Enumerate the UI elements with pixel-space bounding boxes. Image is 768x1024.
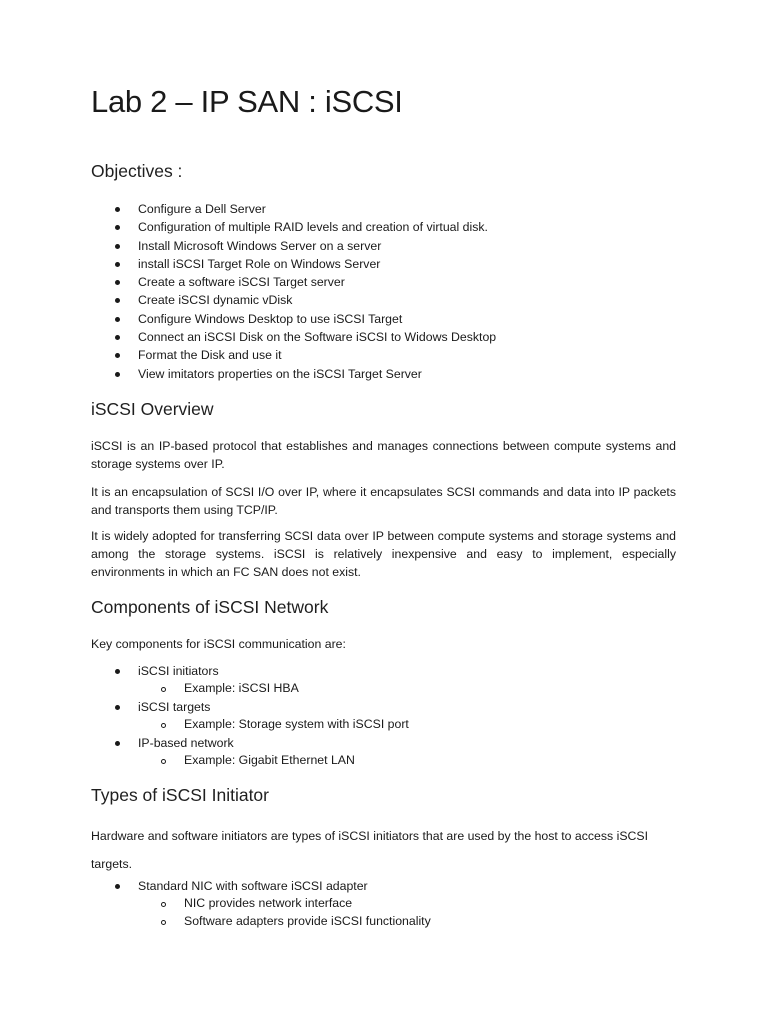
overview-paragraph-2: It is an encapsulation of SCSI I/O over IP, where it encapsulates SCSI commands and data into IP packets and transports them using TCP/IP.: [91, 485, 676, 517]
objectives-list: [91, 200, 496, 383]
circle-bullet-icon: [161, 902, 166, 907]
initiator-types-heading: Types of iSCSI Initiator: [91, 785, 269, 805]
components-heading: Components of iSCSI Network: [91, 597, 329, 617]
list-item: View imitators properties on the iSCSI Target Server: [91, 365, 496, 383]
bullet-icon: [115, 207, 120, 212]
list-item: Format the Disk and use it: [91, 346, 496, 364]
list-item: Configure a Dell Server: [91, 200, 496, 218]
sub-list-item: Software adapters provide iSCSI functionality: [91, 913, 431, 931]
sub-list-item: Example: Storage system with iSCSI port: [91, 716, 409, 734]
bullet-icon: [115, 244, 120, 249]
components-list: [91, 662, 409, 769]
bullet-icon: [115, 225, 120, 230]
list-item: install iSCSI Target Role on Windows Server: [91, 255, 496, 273]
bullet-icon: [115, 298, 120, 303]
overview-paragraph-1: iSCSI is an IP-based protocol that establishes and manages connections between compute systems and storage systems over IP.: [91, 439, 676, 471]
list-item: Create a software iSCSI Target server: [91, 273, 496, 291]
objectives-heading: Objectives :: [91, 161, 183, 181]
page-title: Lab 2 – IP SAN : iSCSI: [91, 84, 403, 119]
bullet-icon: [115, 741, 120, 746]
bullet-icon: [115, 317, 120, 322]
bullet-icon: [115, 669, 120, 674]
overview-paragraph-3: It is widely adopted for transferring SCSI data over IP between compute systems and storage systems and among the storage systems. iSCSI is relatively inexpensive and easy to implement, especially environments in which an FC SAN does not exist.: [91, 529, 676, 579]
list-item: Configure Windows Desktop to use iSCSI Target: [91, 310, 496, 328]
circle-bullet-icon: [161, 723, 166, 728]
list-item: Install Microsoft Windows Server on a server: [91, 237, 496, 255]
bullet-icon: [115, 335, 120, 340]
list-item: Connect an iSCSI Disk on the Software iSCSI to Widows Desktop: [91, 328, 496, 346]
list-item: Create iSCSI dynamic vDisk: [91, 291, 496, 309]
bullet-icon: [115, 353, 120, 358]
bullet-icon: [115, 262, 120, 267]
list-item: Standard NIC with software iSCSI adapter: [91, 877, 431, 895]
overview-heading: iSCSI Overview: [91, 399, 214, 419]
initiator-types-list: [91, 877, 431, 930]
sub-list-item: NIC provides network interface: [91, 895, 431, 913]
circle-bullet-icon: [161, 687, 166, 692]
bullet-icon: [115, 705, 120, 710]
circle-bullet-icon: [161, 759, 166, 764]
circle-bullet-icon: [161, 920, 166, 925]
sub-list-item: Example: Gigabit Ethernet LAN: [91, 752, 409, 770]
sub-list-item: Example: iSCSI HBA: [91, 680, 409, 698]
bullet-icon: [115, 372, 120, 377]
components-intro: Key components for iSCSI communication are:: [91, 637, 346, 651]
list-item: iSCSI initiators: [91, 662, 409, 680]
list-item: Configuration of multiple RAID levels and creation of virtual disk.: [91, 218, 496, 236]
list-item: IP-based network: [91, 734, 409, 752]
initiator-types-intro: Hardware and software initiators are types of iSCSI initiators that are used by the host to access iSCSI targets.: [91, 829, 649, 871]
list-item: iSCSI targets: [91, 698, 409, 716]
bullet-icon: [115, 884, 120, 889]
bullet-icon: [115, 280, 120, 285]
